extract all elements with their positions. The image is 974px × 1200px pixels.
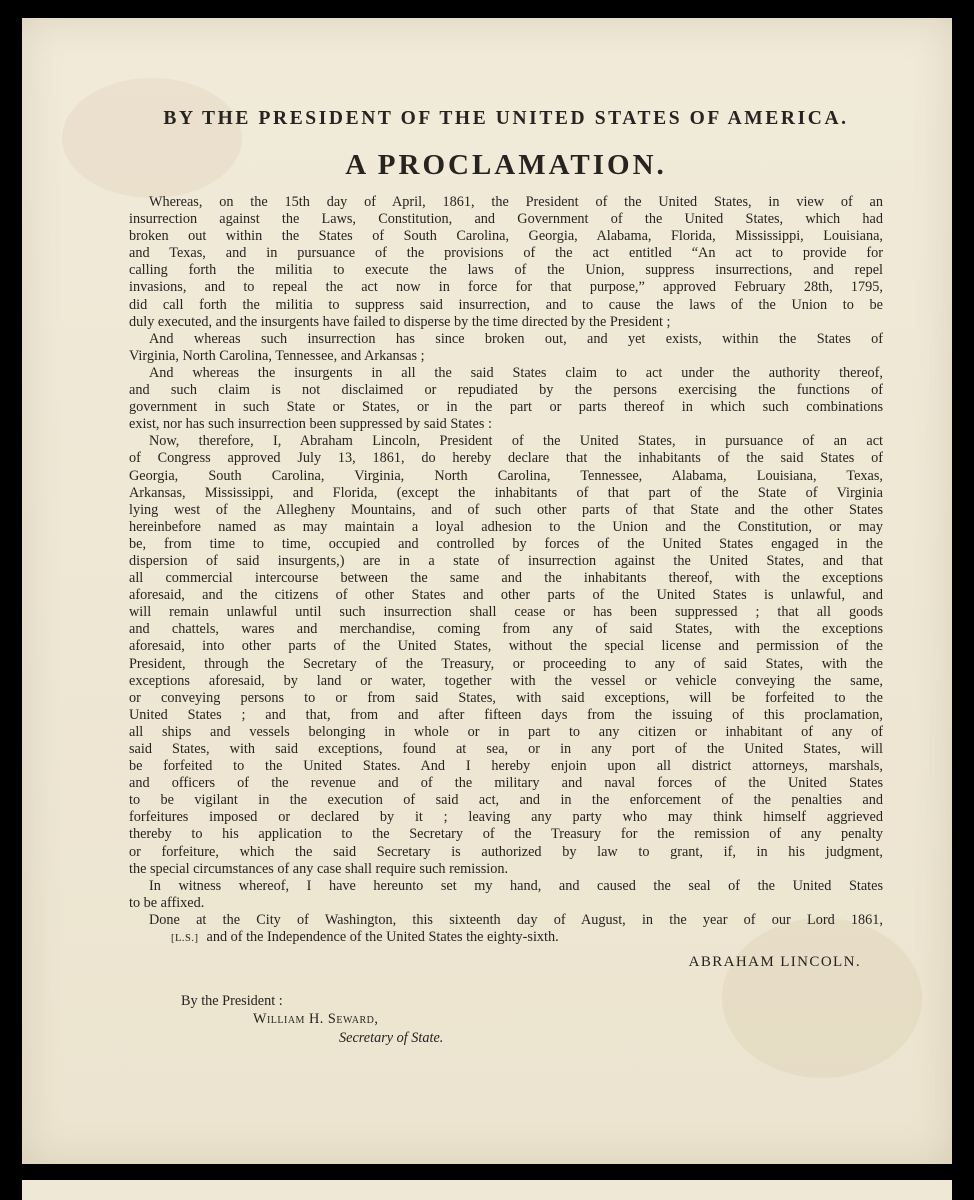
seal-line-text: and of the Independence of the United States the eighty-sixth. xyxy=(206,929,559,946)
body-line: will remain unlawful until such insurrection shall cease or has been suppressed ; that all goods xyxy=(129,604,883,621)
body-line: said States, with said exceptions, found at sea, or in any port of the United States, will xyxy=(129,741,883,757)
body-line: forfeitures imposed or declared by it ; leaving any party who may think himself aggrieved xyxy=(129,809,883,826)
body-line: or conveying persons to or from said States, with said exceptions, will be forfeited to the xyxy=(129,689,883,706)
seal-line xyxy=(129,929,883,946)
body-line: calling forth the militia to execute the laws of the Union, suppress insurrections, and repel xyxy=(129,262,883,279)
body-line: be, from time to time, occupied and controlled by forces of the United States engaged in the xyxy=(129,535,883,552)
body-line: or forfeiture, which the said Secretary is authorized by law to grant, if, in his judgment, xyxy=(129,843,883,860)
body-line: of Congress approved July 13, 1861, do hereby declare that the inhabitants of the said States of xyxy=(129,450,883,467)
next-page-edge xyxy=(22,1180,952,1200)
body-line: did call forth the militia to suppress said insurrection, and to cause the laws of the Union to be xyxy=(129,296,883,313)
body-line: Arkansas, Mississippi, and Florida, (except the inhabitants of that part of the State of Virginia xyxy=(129,484,883,501)
body-line: thereby to his application to the Secretary of the Treasury for the remission of any penalty xyxy=(129,826,883,843)
body-line: and officers of the revenue and of the military and naval forces of the United States xyxy=(129,775,883,792)
body-line: exceptions aforesaid, by land or water, together with the vessel or vehicle conveying the same, xyxy=(129,672,883,689)
body-line: United States ; and that, from and after fifteen days from the issuing of this proclamation, xyxy=(129,706,883,723)
proclamation-heading: BY THE PRESIDENT OF THE UNITED STATES OF AMERICA. xyxy=(163,108,849,129)
body-line: aforesaid, and the citizens of other States and other parts of the United States is unlawful, and xyxy=(129,587,883,604)
countersign-title: Secretary of State. xyxy=(339,1030,444,1047)
document-page xyxy=(22,18,952,1164)
body-line: to be affixed. xyxy=(129,894,205,911)
body-line: broken out within the States of South Carolina, Georgia, Alabama, Florida, Mississippi, Louisiana, xyxy=(129,228,883,245)
body-line: and Texas, and in pursuance of the provisions of the act entitled “An act to provide for xyxy=(129,245,883,262)
seal-mark: [L.S.] xyxy=(171,933,199,945)
body-line: aforesaid, into other parts of the United States, without the special license and permission of the xyxy=(129,638,883,655)
body-line: Georgia, South Carolina, Virginia, North Carolina, Tennessee, Alabama, Louisiana, Texas, xyxy=(129,467,883,484)
proclamation-title: A PROCLAMATION. xyxy=(345,149,667,181)
body-line: President, through the Secretary of the Treasury, or proceeding to any of said States, with the xyxy=(129,655,883,672)
body-line: lying west of the Allegheny Mountains, and of such other parts of that State and the other States xyxy=(129,501,883,518)
body-line: and such claim is not disclaimed or repudiated by the persons exercising the functions of xyxy=(129,382,883,399)
body-line: to be vigilant in the execution of said act, and in the enforcement of the penalties and xyxy=(129,792,883,809)
body-line: the special circumstances of any case shall require such remission. xyxy=(129,860,509,877)
proclamation-body xyxy=(129,194,883,929)
body-line: government in such State or States, or in the part or parts thereof in which such combinations xyxy=(129,399,883,416)
body-line: And whereas such insurrection has since broken out, and yet exists, within the States of xyxy=(149,330,883,347)
body-line: In witness whereof, I have hereunto set my hand, and caused the seal of the United States xyxy=(149,877,883,894)
body-line: be forfeited to the United States. And I hereby enjoin upon all district attorneys, marshals, xyxy=(129,758,883,775)
by-the-president: By the President : xyxy=(181,993,283,1010)
proclamation-content xyxy=(129,108,883,1047)
countersign-name: William H. Seward, xyxy=(253,1011,379,1028)
body-line: Now, therefore, I, Abraham Lincoln, President of the United States, in pursuance of an act xyxy=(149,433,883,450)
body-line: And whereas the insurgents in all the said States claim to act under the authority thereof, xyxy=(149,364,883,381)
president-signature: ABRAHAM LINCOLN. xyxy=(688,954,861,971)
body-line: Whereas, on the 15th day of April, 1861, the President of the United States, in view of an xyxy=(149,194,883,210)
body-line: all commercial intercourse between the same and the inhabitants thereof, with the exceptions xyxy=(129,570,883,587)
body-line: invasions, and to repeal the act now in force for that purpose,” approved February 28th, 1795, xyxy=(129,279,883,296)
body-line: insurrection against the Laws, Constitution, and Government of the United States, which had xyxy=(129,211,883,228)
body-line: Done at the City of Washington, this sixteenth day of August, in the year of our Lord 1861, xyxy=(149,911,883,928)
body-line: hereinbefore named as may maintain a loyal adhesion to the Union and the Constitution, or may xyxy=(129,518,883,535)
body-line: dispersion of said insurgents,) are in a state of insurrection against the United States, and that xyxy=(129,552,883,569)
body-line: exist, nor has such insurrection been suppressed by said States : xyxy=(129,416,492,433)
body-line: and chattels, wares and merchandise, coming from any of said States, with the exceptions xyxy=(129,621,883,638)
body-line: Virginia, North Carolina, Tennessee, and Arkansas ; xyxy=(129,347,425,364)
body-line: duly executed, and the insurgents have failed to disperse by the time directed by the President ; xyxy=(129,313,671,330)
body-line: all ships and vessels belonging in whole or in part to any citizen or inhabitant of any of xyxy=(129,723,883,740)
